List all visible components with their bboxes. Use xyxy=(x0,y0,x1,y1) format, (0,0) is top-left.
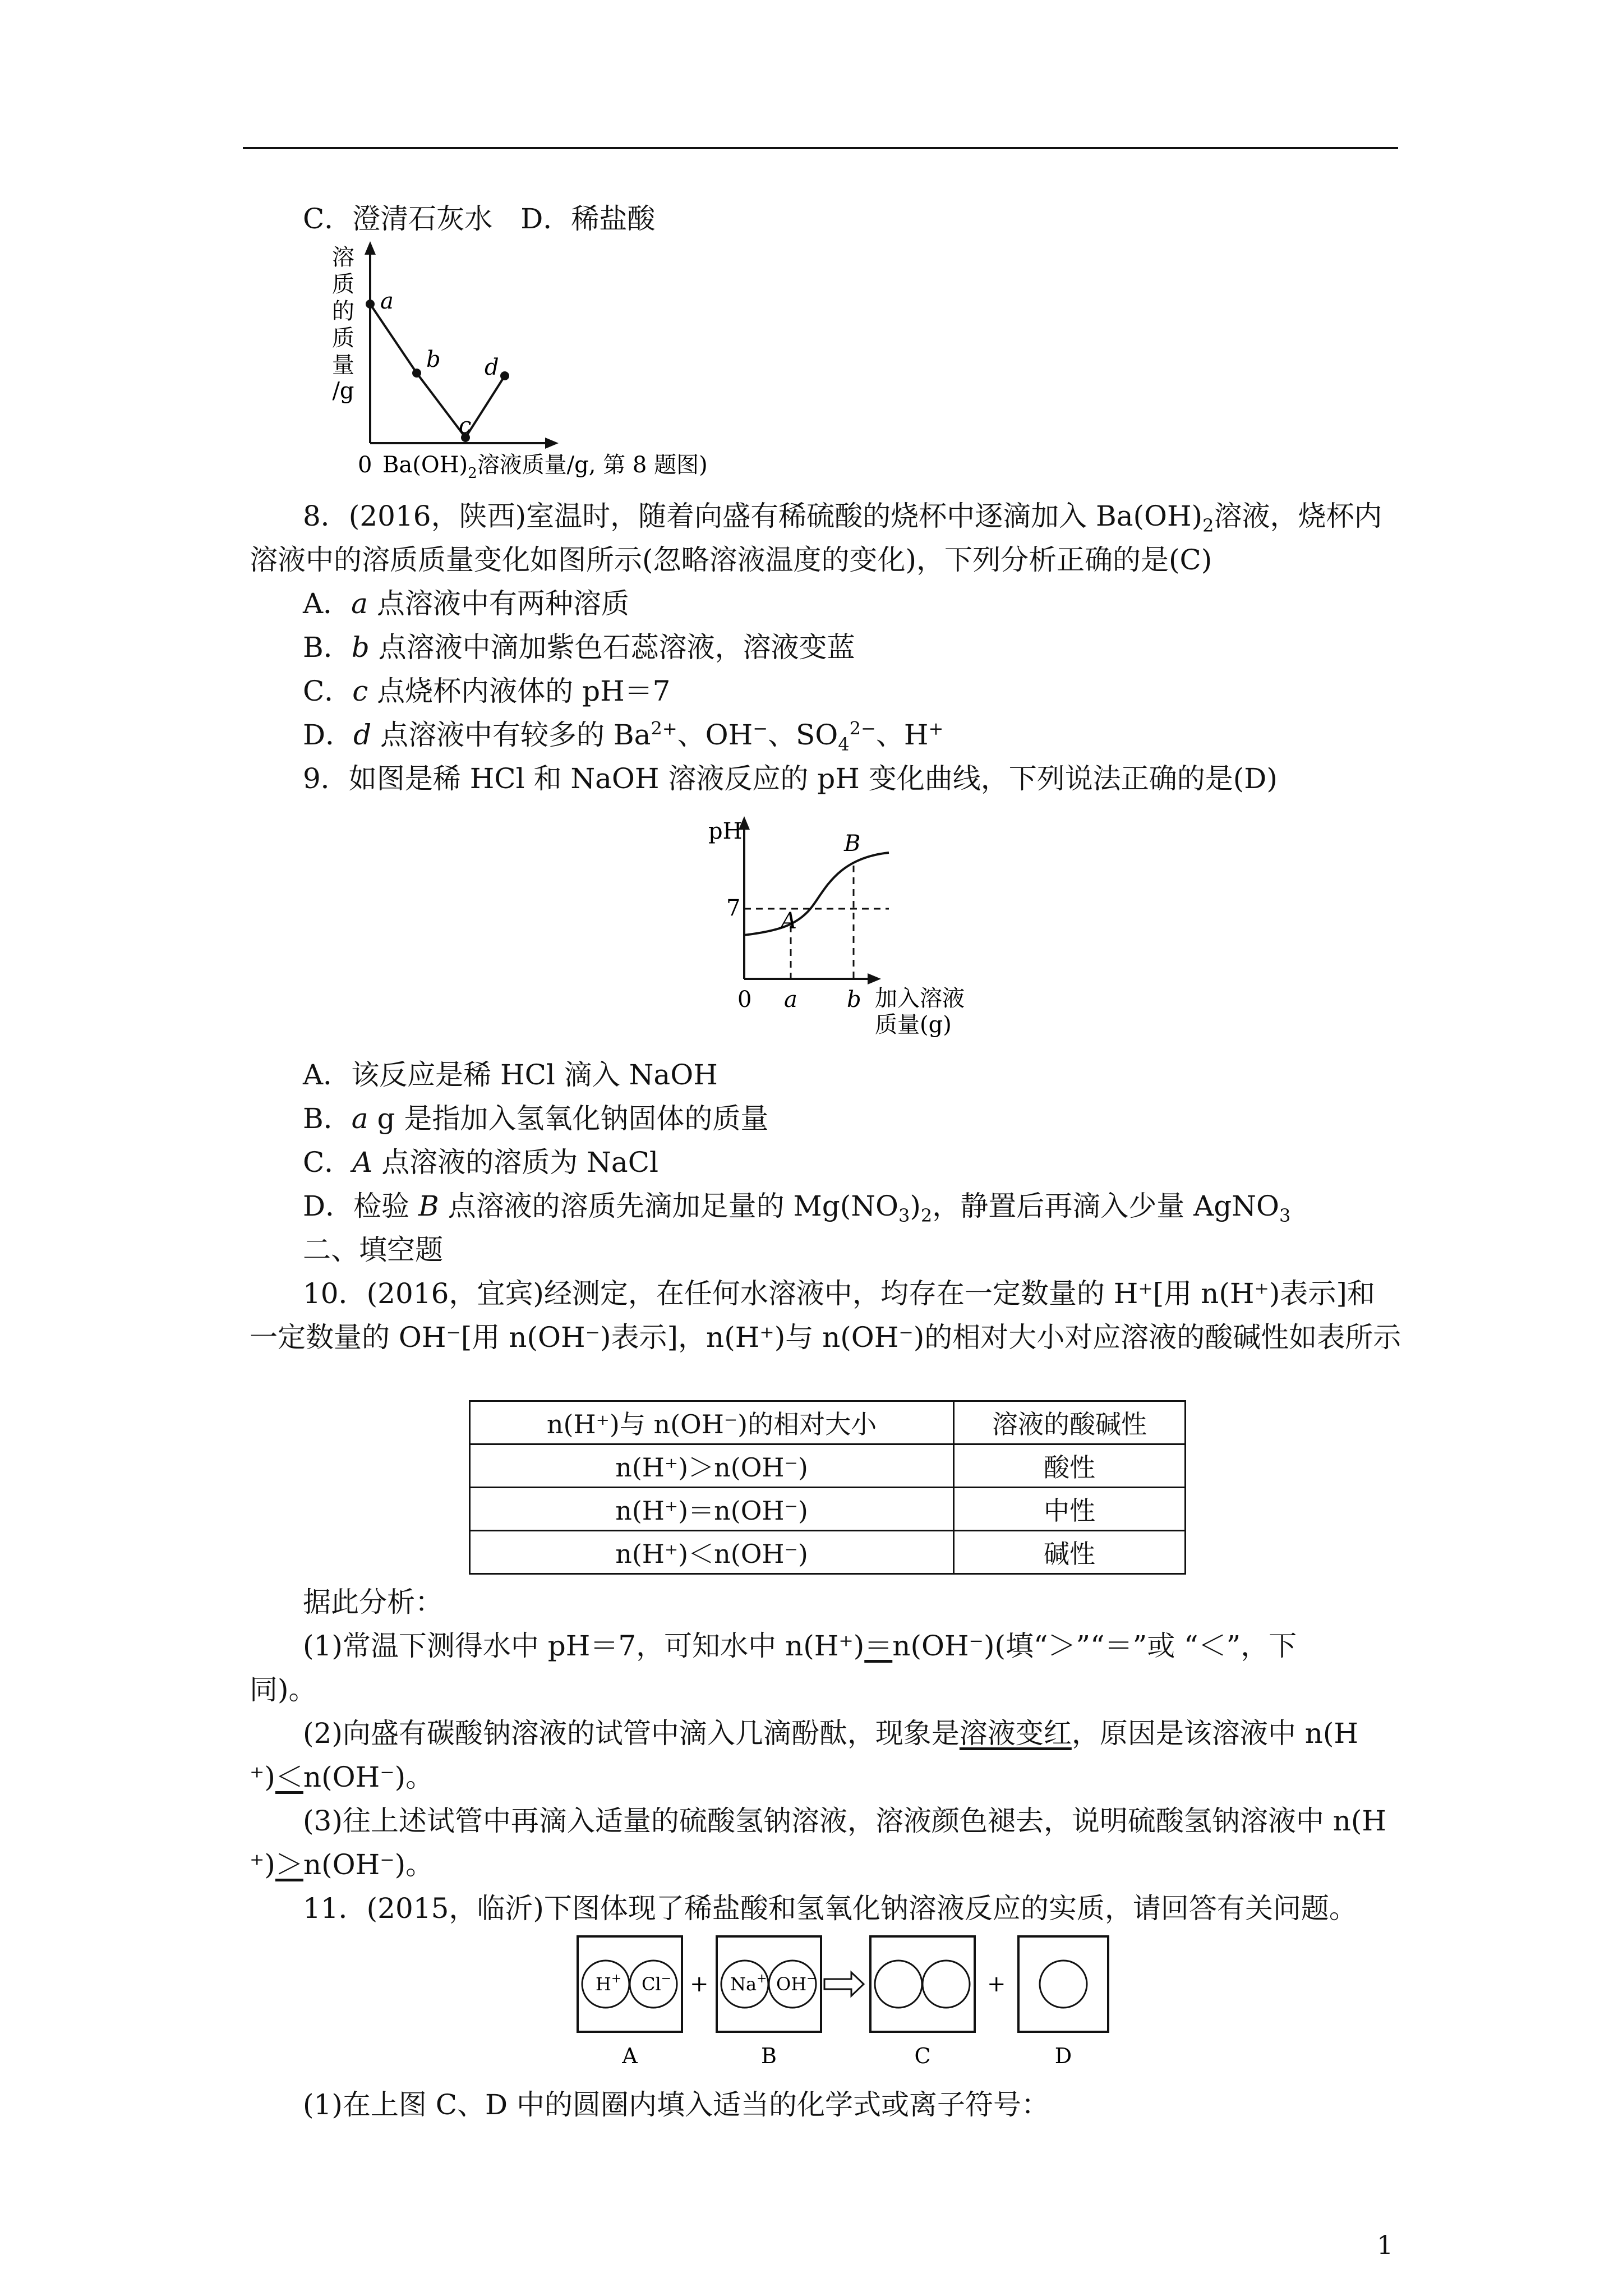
q8-option-d: D．d 点溶液中有较多的 $Ba^{2+}$、OH−、$SO_4^{2-}$、H+ xyxy=(303,717,944,755)
label-d: D xyxy=(1054,2044,1072,2068)
plus-2: + xyxy=(987,1971,1006,1997)
q10-analysis: 据此分析： xyxy=(303,1586,443,1618)
q8-point-a xyxy=(366,300,375,309)
answer: ＜ xyxy=(275,1761,303,1793)
answer: ＝ xyxy=(864,1630,893,1662)
q8-x-caption: $Ba(OH)_2$溶液质量/g, 第 8 题图) xyxy=(382,452,708,482)
q8-stem-line2: 溶液中的溶质质量变化如图所示(忽略溶液温度的变化)，下列分析正确的是(C) xyxy=(250,544,1212,576)
q9-point-B-label: B xyxy=(844,831,861,857)
plus-1: + xyxy=(690,1971,709,1997)
q8-option-c: C．c 点烧杯内液体的 pH＝7 xyxy=(303,675,671,707)
table-cell: n(H⁺)＞n(OH⁻) xyxy=(470,1444,954,1488)
svg-text:的: 的 xyxy=(332,298,354,324)
table-cell: n(H⁺)＜n(OH⁻) xyxy=(470,1531,954,1574)
q8-option-a: A．a 点溶液中有两种溶质 xyxy=(303,587,629,620)
svg-text:量: 量 xyxy=(332,352,354,378)
q9-x-label-1: 加入溶液 xyxy=(875,986,965,1011)
answer: 溶液变红 xyxy=(959,1717,1072,1750)
q9-x-arrow xyxy=(868,973,881,984)
q9-tick-b: b xyxy=(847,987,861,1013)
q9-curve xyxy=(744,853,889,935)
q11-sub1: (1)在上图 C、D 中的圆圈内填入适当的化学式或离子符号： xyxy=(303,2088,1049,2121)
q9-option-a: A．该反应是稀 HCl 滴入 NaOH xyxy=(303,1059,718,1091)
q10-part3-line2: ⁺)＞n(OH⁻)。 xyxy=(250,1848,434,1881)
q9-option-b: B．a g 是指加入氢氧化钠固体的质量 xyxy=(303,1102,769,1135)
answer: ＞ xyxy=(275,1848,303,1881)
q10-table xyxy=(469,1400,1186,1575)
q8-x-arrow xyxy=(545,438,559,449)
q10-part1-line2: 同)。 xyxy=(250,1673,317,1706)
label-c: C xyxy=(914,2044,931,2068)
q8-option-b: B．b 点溶液中滴加紫色石蕊溶液，溶液变蓝 xyxy=(303,631,855,664)
q9-x-label-2: 质量(g) xyxy=(875,1012,952,1038)
q8-point-d xyxy=(500,371,509,380)
q8-point-b xyxy=(412,369,421,378)
q10-part1-line1: (1)常温下测得水中 pH＝7，可知水中 n(H⁺)＝n(OH⁻)(填“＞”“＝”或 “＜”，下 xyxy=(303,1630,1297,1662)
q9-figure xyxy=(704,816,984,1041)
ion-cl-label: Cl− xyxy=(642,1972,672,1995)
page-number: 1 xyxy=(1377,2230,1394,2260)
q8-figure xyxy=(314,241,819,488)
table-header-cell: 溶液的酸碱性 xyxy=(954,1401,1186,1444)
q9-option-c: C．A 点溶液的溶质为 NaCl xyxy=(303,1146,658,1179)
svg-text:溶: 溶 xyxy=(332,245,354,270)
q10-stem-line1: 10．(2016，宜宾)经测定，在任何水溶液中，均存在一定数量的 H⁺[用 n(H⁺)表示]和 xyxy=(303,1277,1375,1310)
svg-text:质: 质 xyxy=(332,272,354,297)
q10-part2-line1: (2)向盛有碳酸钠溶液的试管中滴入几滴酚酞，现象是溶液变红，原因是该溶液中 n(H xyxy=(303,1717,1359,1750)
table-header-cell: n(H⁺)与 n(OH⁻)的相对大小 xyxy=(470,1401,954,1444)
ion-h-label: H+ xyxy=(596,1972,622,1995)
q8-label-b: b xyxy=(426,347,441,372)
q11-stem: 11．(2015，临沂)下图体现了稀盐酸和氢氧化钠溶液反应的实质，请回答有关问题。 xyxy=(303,1892,1357,1925)
table-cell: n(H⁺)＝n(OH⁻) xyxy=(470,1488,954,1531)
blank-circle-c2 xyxy=(923,1961,970,2008)
q10-part3-line1: (3)往上述试管中再滴入适量的硫酸氢钠溶液，溶液颜色褪去，说明硫酸氢钠溶液中 n(H xyxy=(303,1805,1387,1837)
header-rule xyxy=(243,147,1398,149)
table-cell: 酸性 xyxy=(954,1444,1186,1488)
q9-option-d: D．检验 B 点溶液的溶质先滴加足量的 $Mg(NO_3)_2$，静置后再滴入少量 AgNO$_3$ xyxy=(303,1190,1291,1226)
label-a: A xyxy=(622,2044,638,2068)
q9-y-label: pH xyxy=(708,818,743,844)
q8-label-c: c xyxy=(459,413,472,439)
blank-circle-c1 xyxy=(875,1961,922,2008)
q10-part2-line2: ⁺)＜n(OH⁻)。 xyxy=(250,1761,434,1793)
q9-tick-7: 7 xyxy=(726,895,741,921)
q8-label-d: d xyxy=(485,355,499,380)
q10-stem-line2: 一定数量的 OH⁻[用 n(OH⁻)表示]，n(H⁺)与 n(OH⁻)的相对大小对应溶液的酸碱性如表所示 xyxy=(250,1321,1401,1354)
q9-tick-a: a xyxy=(784,987,797,1013)
q8-origin: 0 xyxy=(358,452,372,478)
ion-oh-label: OH− xyxy=(776,1972,817,1995)
reaction-arrow-icon xyxy=(824,1972,864,1996)
label-b: B xyxy=(761,2044,777,2068)
table-row xyxy=(470,1444,1186,1488)
table-row xyxy=(470,1488,1186,1531)
blank-circle-d xyxy=(1040,1961,1087,2008)
table-header-row xyxy=(470,1401,1186,1444)
svg-text:/g: /g xyxy=(332,378,354,404)
section-2-heading: 二、填空题 xyxy=(303,1234,443,1266)
table-cell: 碱性 xyxy=(954,1531,1186,1574)
q9-stem: 9．如图是稀 HCl 和 NaOH 溶液反应的 pH 变化曲线，下列说法正确的是(D) xyxy=(303,762,1278,795)
q8-label-a: a xyxy=(380,288,394,314)
q8-stem-line1: 8．(2016，陕西)室温时，随着向盛有稀硫酸的烧杯中逐滴加入 $Ba(OH)_2$溶液，烧杯内 xyxy=(303,500,1382,536)
table-row xyxy=(470,1531,1186,1574)
q8-y-arrow xyxy=(365,241,376,255)
svg-text:质: 质 xyxy=(332,325,354,351)
table-cell: 中性 xyxy=(954,1488,1186,1531)
q11-figure xyxy=(572,1930,1133,2076)
q8-y-axis-label xyxy=(332,245,354,404)
ion-na-label: Na+ xyxy=(730,1972,767,1995)
box-d xyxy=(1018,1936,1108,2032)
q9-point-A-label: A xyxy=(781,908,797,934)
q9-origin: 0 xyxy=(737,987,752,1013)
q7-options: C．澄清石灰水 D．稀盐酸 xyxy=(303,203,656,235)
